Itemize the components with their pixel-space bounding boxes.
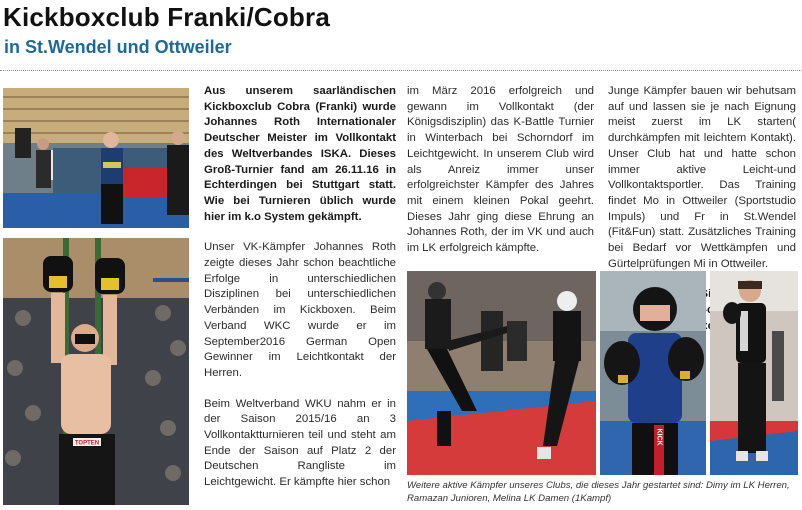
photo-female-fighter <box>710 271 798 475</box>
article-paragraph-3-continued: Junge Kämpfer bauen wir behutsam auf und lassen sie je nach Eignung meist zuerst im LK starten( durchkämpfen mit leichtem Kontakt). Unser Club hat und hatte schon immer aktive Leicht-und Vollkontaktsportler. Das Training findet Mo in Ottweiler (Sportstudio Impuls) und Fr in St.Wendel (Fit&Fun) statt. Zusätzliches Training bei Bedarf vor Wettkämpfen und Gürtelprüfungen Mi in Ottweiler. <box>608 85 796 270</box>
article-column-2 <box>407 84 594 272</box>
header-divider <box>0 70 802 71</box>
article-paragraph-2-continued: im März 2016 erfolgreich und gewann im Vollkontakt (der Königsdisziplin) das K-Battle Turnier in Winterbach bei Schorndorf im Leichtgewicht. In unserem Club wird als Anreiz immer unser erfolgreichster Kämpfer des Jahres mit einem kleinen Pokal geehrt. Dieses Jahr ging diese Ehrung an Johannes Roth, der im VK und auch im LK erfolgreich kämpfte. <box>407 85 594 255</box>
article-column-1 <box>204 84 396 491</box>
belt-text: KICK <box>655 428 663 446</box>
photo-junior-fighter <box>600 271 706 475</box>
homepage-info: www.kickboxclub-franki.de <box>635 319 783 332</box>
photo-boxer-victory <box>3 238 189 505</box>
photo-sparring <box>407 271 596 475</box>
article-paragraph-2: Beim Weltverband WKU nahm er in der Saison 2015/16 an 3 Vollkontaktturnieren teil und steht am Ende der Saison auf Platz 2 der Deutschen Rangliste im Leichtgewicht. Er kämpfte hier schon <box>204 397 396 489</box>
page-title: Kickboxclub Franki/Cobra <box>3 2 330 32</box>
article-lead: Aus unserem saarländischen Kickboxclub Cobra (Franki) wurde Johannes Roth Internationaler Deutscher Meister im Vollkontakt des Weltverbandes ISKA. Dieses Groß-Turnier fand am 26.11.16 in Echterdingen bei Stuttgart statt. Wie bei Turnieren üblich wurde hier im k.o System gekämpft. <box>204 85 396 223</box>
article-paragraph-1: Unser VK-Kämpfer Johannes Roth zeigte dieses Jahr schon beachtliche Erfolge in unterschiedlichen Disziplinen bei unterschiedlichen Verbänden im Kickboxen. Beim Verband WKC wurde er im September2016 German Open Gewinner im Leichtkontakt der Herren. <box>204 241 396 379</box>
page-subtitle: in St.Wendel und Ottweiler <box>4 37 232 57</box>
shorts-brand-label: TOPTEN <box>74 440 100 447</box>
photo-caption: Weitere aktive Kämpfer unseres Clubs, die dieses Jahr gestartet sind: Dimy im LK Herren, Ramazan Junioren, Melina LK Damen (1Kampf) <box>407 480 790 504</box>
photo-award-ceremony <box>3 88 189 228</box>
